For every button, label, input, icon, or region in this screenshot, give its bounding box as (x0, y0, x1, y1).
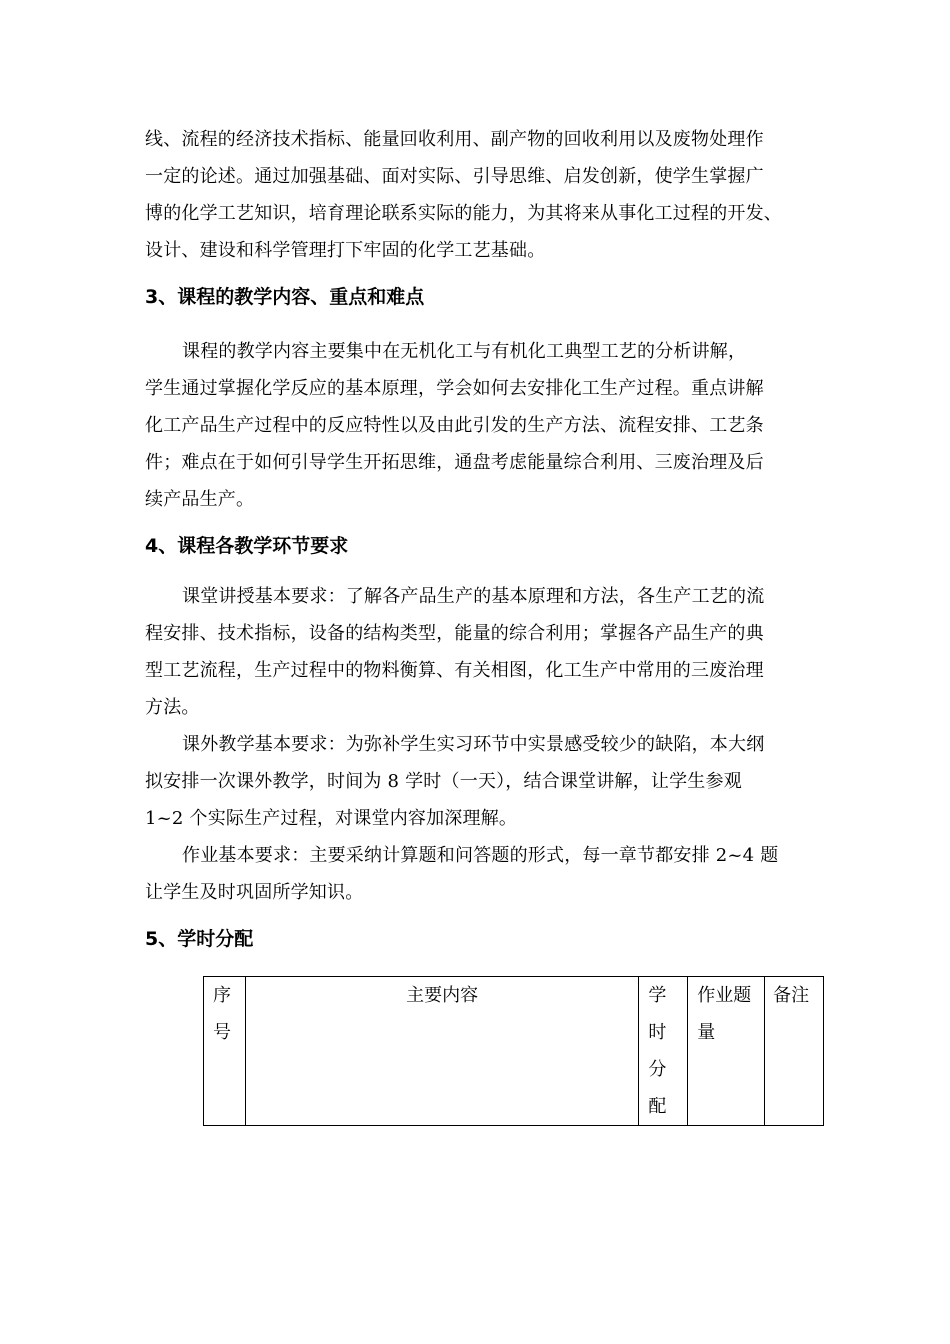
header-content-label: 主要内容 (406, 985, 479, 1006)
table-header-row (204, 977, 824, 1126)
section-3-paragraph (145, 333, 817, 518)
header-seq-label: 序号 (213, 985, 231, 1043)
text-line: 作业基本要求：主要采纳计算题和问答题的形式，每一章节都安排 2~4 题 (182, 845, 779, 866)
text-line: 1~2 个实际生产过程，对课堂内容加深理解。 (145, 808, 518, 829)
text-line: 续产品生产。 (145, 489, 255, 510)
text-line: 让学生及时巩固所学知识。 (145, 882, 364, 903)
hours-allocation-table (203, 976, 824, 1126)
header-cell-hours (639, 977, 688, 1126)
text-line: 博的化学工艺知识，培育理论联系实际的能力，为其将来从事化工过程的开发、 (145, 203, 782, 224)
header-homework-label: 作业题量 (697, 985, 752, 1043)
text-line: 课外教学基本要求：为弥补学生实习环节中实景感受较少的缺陷，本大纲 (182, 734, 765, 755)
intro-paragraph (145, 121, 817, 269)
header-note-label: 备注 (773, 985, 810, 1006)
text-line: 化工产品生产过程中的反应特性以及由此引发的生产方法、流程安排、工艺条 (145, 415, 764, 436)
text-line: 一定的论述。通过加强基础、面对实际、引导思维、启发创新，使学生掌握广 (145, 166, 764, 187)
text-line: 方法。 (145, 697, 200, 718)
text-line: 设计、建设和科学管理打下牢固的化学工艺基础。 (145, 240, 546, 261)
text-line: 线、流程的经济技术指标、能量回收利用、副产物的回收利用以及废物处理作 (145, 129, 764, 150)
text-line: 课程的教学内容主要集中在无机化工与有机化工典型工艺的分析讲解， (182, 341, 747, 362)
header-cell-note (765, 977, 824, 1126)
section-4-homework-paragraph (145, 837, 817, 911)
section-5-heading: 5、学时分配 (145, 928, 254, 950)
text-line: 学生通过掌握化学反应的基本原理，学会如何去安排化工生产过程。重点讲解 (145, 378, 764, 399)
section-4-outside-paragraph (145, 726, 817, 837)
header-cell-content (245, 977, 638, 1126)
text-line: 型工艺流程，生产过程中的物料衡算、有关相图，化工生产中常用的三废治理 (145, 660, 764, 681)
header-hours-label: 学时分配 (648, 985, 667, 1117)
section-4-classroom-paragraph (145, 578, 817, 726)
section-3-heading: 3、课程的教学内容、重点和难点 (145, 286, 425, 308)
text-line: 课堂讲授基本要求：了解各产品生产的基本原理和方法，各生产工艺的流 (182, 586, 765, 607)
text-line: 件；难点在于如何引导学生开拓思维，通盘考虑能量综合利用、三废治理及后 (145, 452, 764, 473)
text-line: 拟安排一次课外教学，时间为 8 学时（一天），结合课堂讲解，让学生参观 (145, 771, 742, 792)
text-line: 程安排、技术指标，设备的结构类型，能量的综合利用；掌握各产品生产的典 (145, 623, 764, 644)
header-cell-seq (204, 977, 246, 1126)
header-cell-homework (688, 977, 765, 1126)
section-4-heading: 4、课程各教学环节要求 (145, 535, 349, 557)
